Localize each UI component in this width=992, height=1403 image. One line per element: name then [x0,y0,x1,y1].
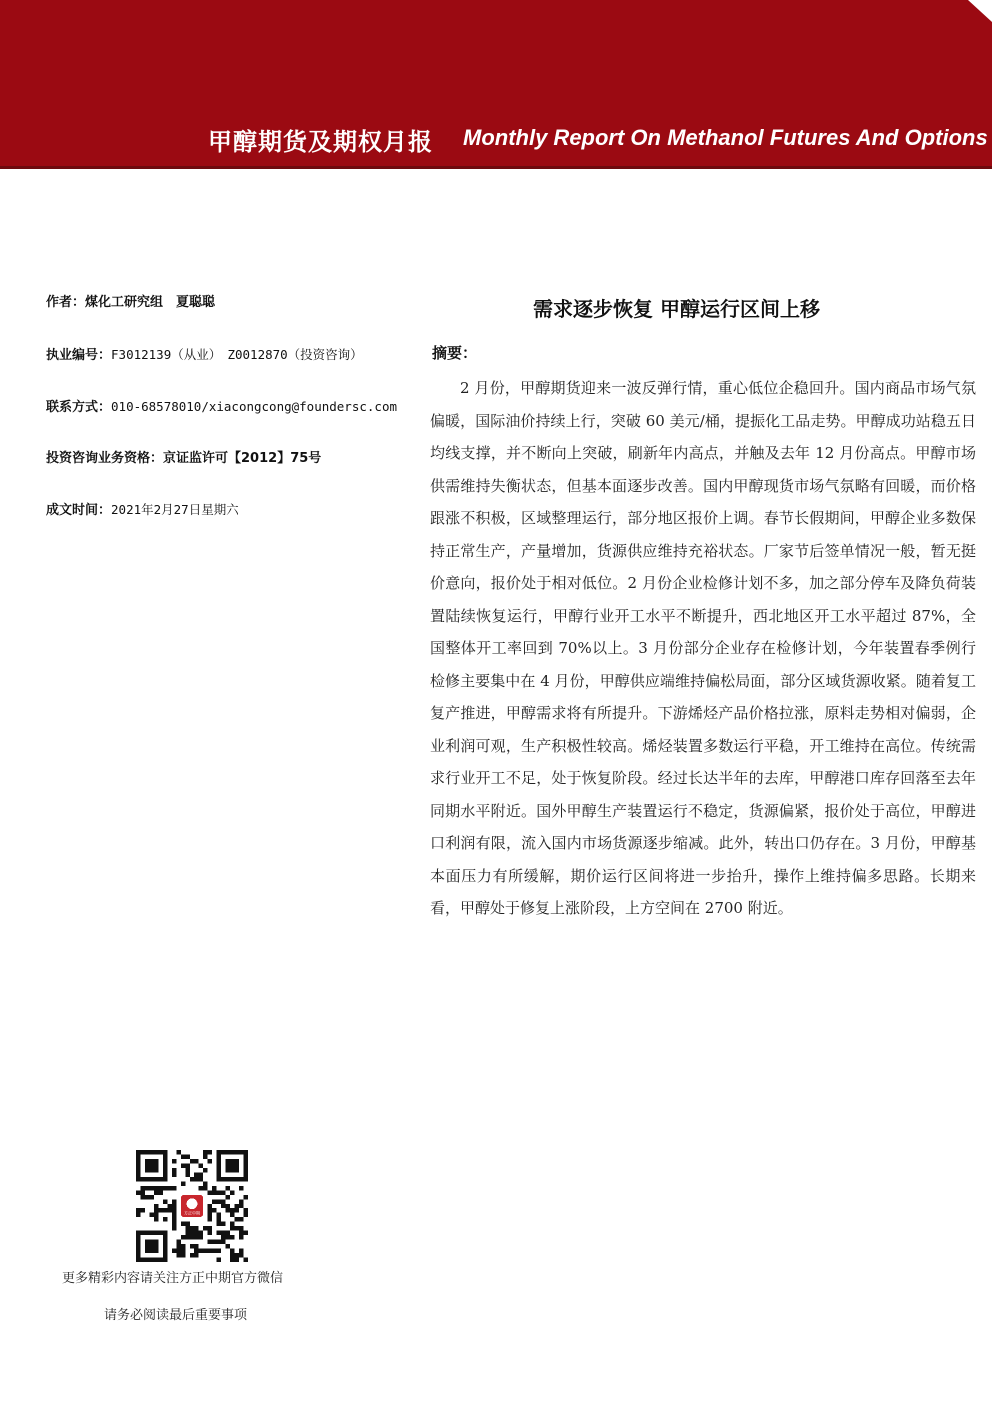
date-line [46,499,239,518]
license-value: F3012139（从业） Z0012870（投资咨询） [111,347,363,362]
disclaimer-notice: 请务必阅读最后重要事项 [104,1308,248,1323]
author-value: 煤化工研究组 夏聪聪 [85,295,216,310]
author-label: 作者： [46,295,86,310]
qualification-value: 京证监许可【2012】75号 [163,451,322,466]
qr-caption: 更多精彩内容请关注方正中期官方微信 [62,1271,284,1286]
license-label: 执业编号： [46,348,112,363]
date-label: 成文时间： [46,503,112,518]
report-title-cn: 甲醇期货及期权月报 [208,128,433,156]
date-value: 2021年2月27日星期六 [111,502,239,517]
abstract-text: 2 月份，甲醇期货迎来一波反弹行情，重心低位企稳回升。国内商品市场气氛偏暖，国际油价持续上行，突破 60 美元/桶，提振化工品走势。甲醇成功站稳五日均线支撑，并不断向上突破，刷新年内高点，并触及去年 12 月份高点。甲醇市场供需维持失衡状态，但基本面逐步改善。国内甲醇现货市场气氛略有回暖，而价格跟涨不积极，区域整理运行，部分地区报价上调。春节长假期间，甲醇企业多数保持正常生产，产量增加，货源供应维持充裕状态。厂家节后签单情况一般，暂无挺价意向，报价处于相对低位。2 月份企业检修计划不多，加之部分停车及降负荷装置陆续恢复运行，甲醇行业开工水平不断提升，西北地区开工水平超过 87%，全国整体开工率回到 70%以上。3 月份部分企业存在检修计划，今年装置春季例行检修主要集中在 4 月份，甲醇供应端维持偏松局面，部分区域货源收紧。随着复工复产推进，甲醇需求将有所提升。下游烯烃产品价格拉涨，原料走势相对偏弱，企业利润可观，生产积极性较高。烯烃装置多数运行平稳，开工维持在高位。传统需求行业开工不足，处于恢复阶段。经过长达半年的去库，甲醇港口库存回落至去年同期水平附近。国外甲醇生产装置运行不稳定，货源偏紧，报价处于高位，甲醇进口利润有限，流入国内市场货源逐步缩减。此外，转出口仍存在。3 月份，甲醇基本面压力有所缓解，期价运行区间将进一步抬升，操作上维持偏多思路。长期来看，甲醇处于修复上涨阶段，上方空间在 2700 附近。 [430,379,976,917]
qualification-label: 投资咨询业务资格： [46,451,164,466]
qualification-line [46,447,321,466]
contact-value[interactable]: 010-68578010/xiacongcong@foundersc.com [111,399,397,414]
contact-label: 联系方式： [46,400,112,415]
license-line [46,344,363,363]
author-line [46,291,215,310]
banner-divider [0,166,992,169]
contact-line [46,396,397,415]
report-headline: 需求逐步恢复 甲醇运行区间上移 [533,297,820,321]
qr-code-icon[interactable] [136,1150,248,1262]
report-title-en: Monthly Report On Methanol Futures And Options [463,125,988,150]
qr-logo-text [184,1210,200,1216]
abstract-label: 摘要： [432,344,478,362]
